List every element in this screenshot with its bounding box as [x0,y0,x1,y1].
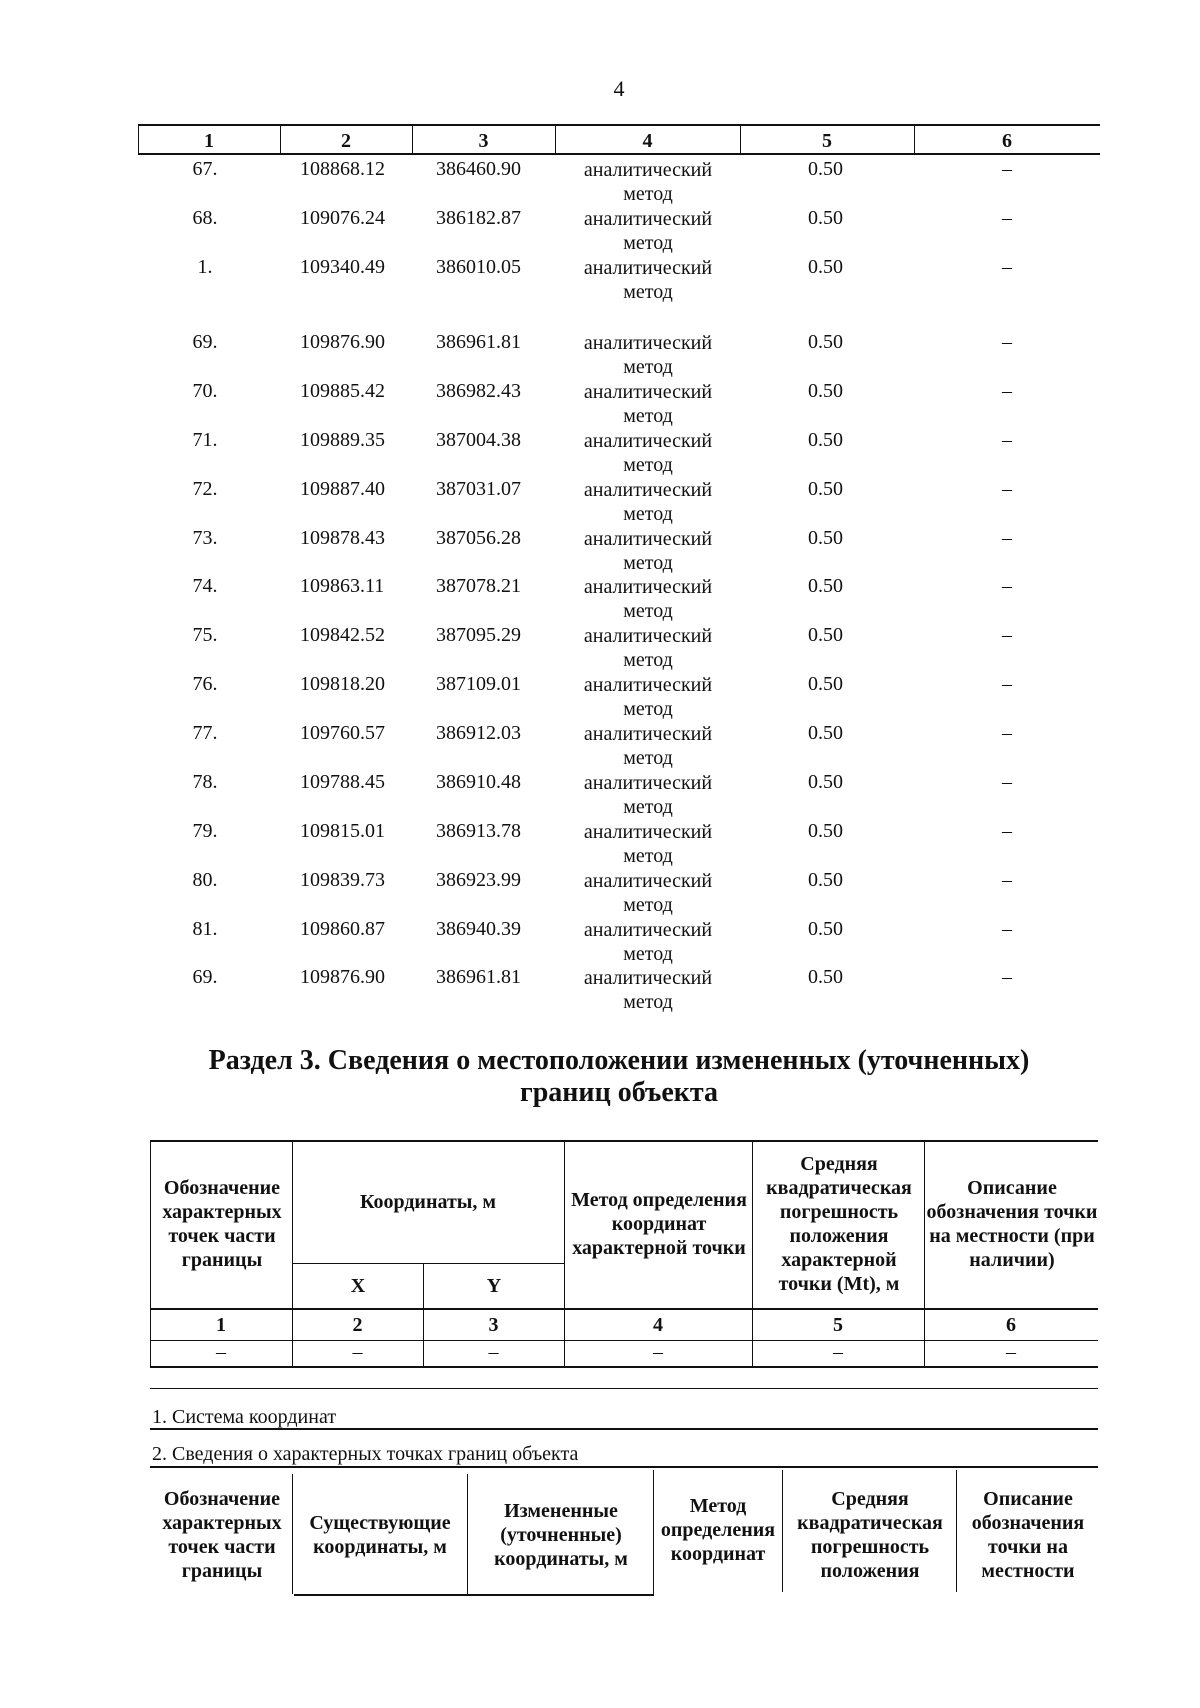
table-row [0,380,1200,426]
coord-y: 386910.48 [436,771,521,793]
coord-y: 387078.21 [436,575,521,597]
coord-y: 386010.05 [436,256,521,278]
section-title: Раздел 3. Сведения о местоположении измененных (уточненных) [208,1045,1030,1076]
coord-x: 109887.40 [300,478,385,500]
coord-y: 386923.99 [436,869,521,891]
description: – [1002,256,1012,278]
header-coordinates: Координаты, м [359,1191,497,1213]
header-changed-coordinates: Измененные (уточненные) координаты, м [494,1500,628,1570]
method-line1: аналитический [583,332,713,354]
description: – [1002,966,1012,988]
description: – [1002,207,1012,229]
method-line2: метод [623,281,673,303]
method-line2: метод [623,405,673,427]
points-info-label: 2. Сведения о характерных точках границ объекта [152,1443,579,1465]
table-row [0,722,1200,768]
table-row [0,771,1200,817]
point-id: 81. [192,918,218,940]
table-row [0,869,1200,915]
col-header: 2 [341,130,351,152]
point-id: 74. [192,575,218,597]
header-mean-error: Средняя квадратическая погрешность положения [797,1488,943,1582]
point-id: 73. [192,527,218,549]
point-id: 1. [197,256,213,278]
empty-cell: – [1006,1341,1016,1363]
col-header: 1 [204,130,214,152]
column-number: 3 [488,1314,499,1336]
header-method: Метод определения координат характерной точки [571,1189,747,1259]
table-row [0,256,1200,302]
method-line1: аналитический [583,625,713,647]
error-value: 0.50 [808,527,843,549]
method-line1: аналитический [583,479,713,501]
method-line1: аналитический [583,430,713,452]
description: – [1002,429,1012,451]
header-existing-coordinates: Существующие координаты, м [309,1512,451,1558]
point-id: 80. [192,869,218,891]
coord-y: 386982.43 [436,380,521,402]
error-value: 0.50 [808,575,843,597]
coord-y: 386182.87 [436,207,521,229]
coord-x: 109076.24 [300,207,385,229]
header-description: Описание обозначения точки на местности [971,1488,1085,1582]
coord-y: 386940.39 [436,918,521,940]
description: – [1002,869,1012,891]
method-line1: аналитический [583,674,713,696]
table-row [0,673,1200,719]
error-value: 0.50 [808,966,843,988]
coord-x: 109788.45 [300,771,385,793]
method-line2: метод [623,183,673,205]
error-value: 0.50 [808,331,843,353]
error-value: 0.50 [808,256,843,278]
header-y: Y [486,1275,502,1297]
error-value: 0.50 [808,207,843,229]
coord-y: 386460.90 [436,158,521,180]
coord-x: 109818.20 [300,673,385,695]
method-line2: метод [623,943,673,965]
column-number: 2 [352,1314,363,1336]
col-header: 6 [1002,130,1012,152]
header-point-designation: Обозначение характерных точек части границы [162,1488,282,1582]
table-row [0,207,1200,253]
table-row [0,331,1200,377]
method-line1: аналитический [583,723,713,745]
coord-x: 109889.35 [300,429,385,451]
coord-x: 109842.52 [300,624,385,646]
empty-cell: – [833,1341,843,1363]
table-row [0,575,1200,621]
coord-y: 387031.07 [436,478,521,500]
error-value: 0.50 [808,869,843,891]
description: – [1002,478,1012,500]
coord-y: 387095.29 [436,624,521,646]
method-line1: аналитический [583,528,713,550]
method-line2: метод [623,894,673,916]
page-number: 4 [613,76,625,101]
coord-x: 109878.43 [300,527,385,549]
coord-y: 387109.01 [436,673,521,695]
coord-x: 109860.87 [300,918,385,940]
coord-y: 387004.38 [436,429,521,451]
empty-cell: – [653,1341,663,1363]
table-row [0,918,1200,964]
error-value: 0.50 [808,673,843,695]
point-id: 72. [192,478,218,500]
table-row [0,429,1200,475]
point-id: 68. [192,207,218,229]
method-line1: аналитический [583,967,713,989]
description: – [1002,158,1012,180]
description: – [1002,918,1012,940]
coord-y: 386912.03 [436,722,521,744]
error-value: 0.50 [808,158,843,180]
error-value: 0.50 [808,918,843,940]
coord-y: 386913.78 [436,820,521,842]
coord-y: 386961.81 [436,331,521,353]
method-line1: аналитический [583,257,713,279]
column-number: 4 [653,1314,663,1336]
method-line2: метод [623,454,673,476]
col-header: 3 [478,130,489,152]
description: – [1002,820,1012,842]
coord-x: 109863.11 [300,575,385,597]
description: – [1002,575,1012,597]
coord-x: 109340.49 [300,256,385,278]
description: – [1002,624,1012,646]
coord-x: 109876.90 [300,966,385,988]
method-line2: метод [623,232,673,254]
description: – [1002,673,1012,695]
empty-cell: – [488,1341,499,1363]
method-line2: метод [623,796,673,818]
point-id: 78. [192,771,218,793]
point-id: 70. [192,380,218,402]
header-mean-error: Средняя квадратическая погрешность положения характерной точки (Mt), м [766,1153,912,1295]
error-value: 0.50 [808,771,843,793]
empty-cell: – [216,1341,226,1363]
description: – [1002,380,1012,402]
error-value: 0.50 [808,722,843,744]
method-line1: аналитический [583,208,713,230]
point-id: 69. [192,966,218,988]
header-point-designation: Обозначение характерных точек части границы [162,1177,282,1271]
method-line2: метод [623,747,673,769]
method-line2: метод [623,991,673,1013]
method-line2: метод [623,600,673,622]
point-id: 77. [192,722,218,744]
method-line1: аналитический [583,870,713,892]
method-line1: аналитический [583,772,713,794]
error-value: 0.50 [808,624,843,646]
description: – [1002,527,1012,549]
error-value: 0.50 [808,478,843,500]
table-row [0,820,1200,866]
point-id: 71. [192,429,218,451]
point-id: 67. [192,158,218,180]
method-line2: метод [623,649,673,671]
coord-y: 386961.81 [436,966,521,988]
column-number: 1 [216,1314,226,1336]
table-row [0,478,1200,524]
method-line2: метод [623,845,673,867]
coord-x: 109876.90 [300,331,385,353]
coord-x: 109885.42 [300,380,385,402]
col-header: 5 [822,130,832,152]
description: – [1002,771,1012,793]
method-line2: метод [623,503,673,525]
header-description: Описание обозначения точки на местности (при наличии) [926,1177,1098,1271]
description: – [1002,331,1012,353]
section-title-line2: границ объекта [520,1077,718,1108]
method-line1: аналитический [583,919,713,941]
table-row [0,966,1200,1012]
col-header: 4 [642,130,653,152]
method-line1: аналитический [583,159,713,181]
method-line1: аналитический [583,821,713,843]
table-row [0,158,1200,204]
table-row [0,527,1200,573]
method-line2: метод [623,698,673,720]
table-row [0,624,1200,670]
method-line2: метод [623,356,673,378]
coord-x: 108868.12 [300,158,385,180]
coord-x: 109839.73 [300,869,385,891]
header-x: X [350,1275,366,1297]
point-id: 69. [192,331,218,353]
method-line1: аналитический [583,576,713,598]
error-value: 0.50 [808,820,843,842]
method-line2: метод [623,552,673,574]
header-method: Метод определения координат [660,1495,776,1565]
error-value: 0.50 [808,380,843,402]
coord-x: 109760.57 [300,722,385,744]
column-number: 6 [1006,1314,1016,1336]
coordinate-system-label: 1. Система координат [152,1406,337,1428]
point-id: 79. [192,820,218,842]
method-line1: аналитический [583,381,713,403]
empty-cell: – [352,1341,363,1363]
error-value: 0.50 [808,429,843,451]
coord-y: 387056.28 [436,527,521,549]
description: – [1002,722,1012,744]
point-id: 75. [192,624,218,646]
column-number: 5 [833,1314,843,1336]
coord-x: 109815.01 [300,820,385,842]
point-id: 76. [192,673,218,695]
